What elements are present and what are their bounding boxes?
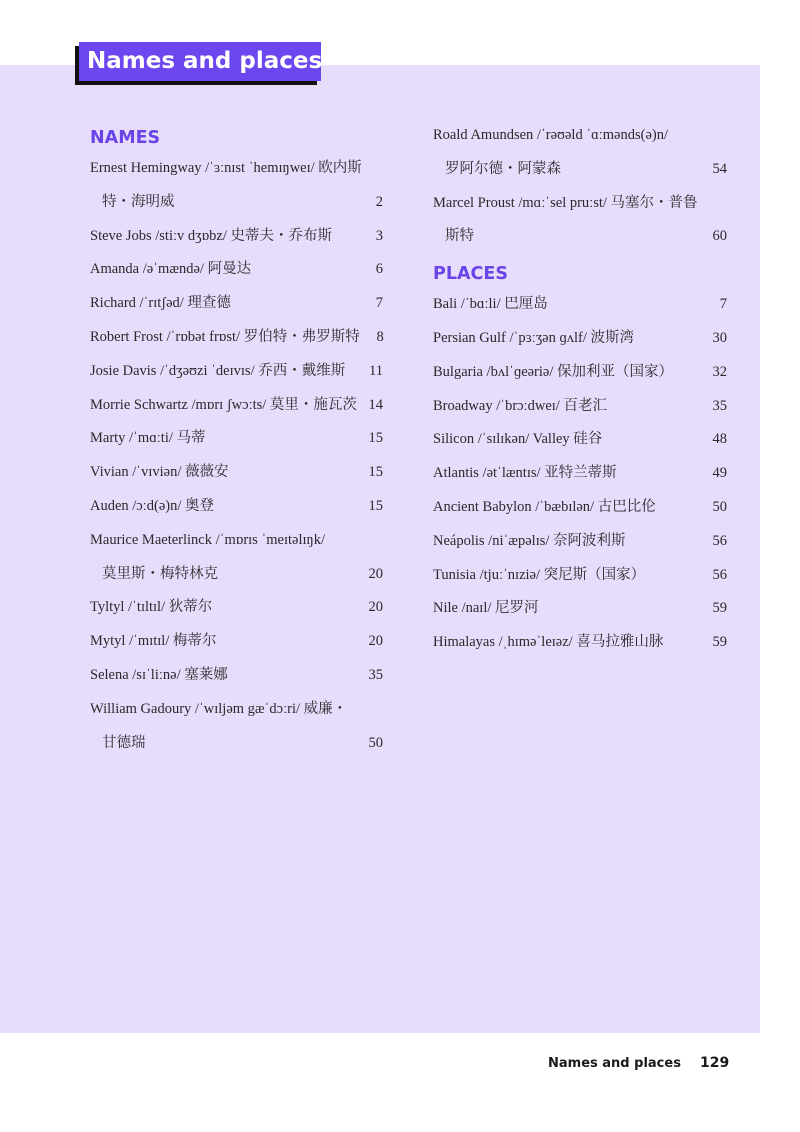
index-entry xyxy=(433,559,727,593)
index-entry xyxy=(90,659,383,693)
entry-text: 甘德瑞 xyxy=(102,734,146,751)
entry-text: Bali /ˈbɑːli/ 巴厘岛 xyxy=(433,296,548,313)
entry-text: Mytyl /ˈmɪtɪl/ 梅蒂尔 xyxy=(90,633,217,650)
entry-page-number: 3 xyxy=(375,227,383,244)
entry-text: Broadway /ˈbrɔːdweɪ/ 百老汇 xyxy=(433,397,607,414)
entry-text: Tunisia /tjuːˈnɪziə/ 突尼斯（国家） xyxy=(433,566,646,583)
entry-page-number: 48 xyxy=(712,431,727,448)
index-entry xyxy=(90,558,383,592)
page-title: Names and places xyxy=(79,42,321,81)
entry-text: Bulgaria /bʌlˈɡeəriə/ 保加利亚（国家） xyxy=(433,363,674,380)
entry-text: Morrie Schwartz /mɒrɪ ʃwɔːts/ 莫里・施瓦茨 xyxy=(90,396,357,413)
entry-page-number: 20 xyxy=(368,565,383,582)
footer-label: Names and places xyxy=(548,1056,681,1071)
entry-text: Vivian /ˈvɪviən/ 薇薇安 xyxy=(90,464,229,481)
entry-page-number: 11 xyxy=(369,362,383,379)
index-entry xyxy=(433,525,727,559)
index-entry xyxy=(433,220,727,254)
index-entry xyxy=(433,423,727,457)
entry-page-number xyxy=(362,152,386,186)
index-entry xyxy=(433,390,727,424)
entry-page-number: 56 xyxy=(712,566,727,583)
entry-text: Ernest Hemingway /ˈɜːnɪst ˈhemɪŋweɪ/ 欧内斯 xyxy=(90,160,362,176)
entry-page-number: 49 xyxy=(712,465,727,482)
entry-text: William Gadoury /ˈwɪljəm gæˈdɔːri/ 威廉・ xyxy=(90,700,348,717)
entry-text: 罗阿尔德・阿蒙森 xyxy=(445,160,561,177)
entry-page-number xyxy=(703,187,727,221)
index-entry xyxy=(90,220,383,254)
entry-text: 特・海明威 xyxy=(102,193,175,210)
entry-text: Silicon /ˈsɪlɪkən/ Valley 硅谷 xyxy=(433,431,603,448)
places-list xyxy=(433,288,727,660)
entry-page-number xyxy=(703,119,727,153)
entry-page-number: 54 xyxy=(712,160,727,177)
entry-text: Richard /ˈrɪtʃəd/ 理查德 xyxy=(90,295,231,312)
entry-page-number: 14 xyxy=(368,396,383,413)
right-column xyxy=(433,119,727,660)
index-entry xyxy=(90,524,383,558)
index-entry xyxy=(90,321,383,355)
entry-page-number: 30 xyxy=(712,329,727,346)
entry-text: Robert Frost /ˈrɒbət frɒst/ 罗伯特・弗罗斯特 xyxy=(90,328,360,345)
entry-text: Marcel Proust /mɑːˈsel pruːst/ 马塞尔・普鲁 xyxy=(433,194,698,211)
continued-names-list xyxy=(433,119,727,254)
index-entry xyxy=(433,187,727,221)
entry-text: Ancient Babylon /ˈbæbɪlən/ 古巴比伦 xyxy=(433,498,656,515)
entry-page-number: 60 xyxy=(712,228,727,245)
entry-page-number: 2 xyxy=(375,193,383,210)
entry-text: Himalayas /ˌhɪməˈleɪəz/ 喜马拉雅山脉 xyxy=(433,634,664,651)
entry-page-number: 15 xyxy=(368,430,383,447)
entry-page-number xyxy=(359,693,383,727)
entry-text: Amanda /əˈmændə/ 阿曼达 xyxy=(90,261,252,278)
entry-text: Atlantis /ətˈlæntɪs/ 亚特兰蒂斯 xyxy=(433,465,617,482)
entry-page-number xyxy=(359,524,383,558)
index-entry xyxy=(90,591,383,625)
entry-page-number: 50 xyxy=(712,498,727,515)
index-entry xyxy=(433,457,727,491)
entry-page-number: 35 xyxy=(712,397,727,414)
entry-page-number: 8 xyxy=(376,328,384,345)
index-entry xyxy=(90,287,383,321)
entry-page-number: 56 xyxy=(712,532,727,549)
index-entry xyxy=(90,456,383,490)
entry-page-number: 32 xyxy=(712,363,727,380)
index-entry xyxy=(90,490,383,524)
places-heading: PLACES xyxy=(433,264,508,285)
index-entry xyxy=(90,152,383,186)
entry-text: 斯特 xyxy=(445,228,474,245)
index-entry xyxy=(90,389,383,423)
entry-text: Auden /ɔːd(ə)n/ 奥登 xyxy=(90,497,215,514)
entry-text: Josie Davis /ˈdʒəʊzi ˈdeɪvɪs/ 乔西・戴维斯 xyxy=(90,362,346,379)
entry-text: Maurice Maeterlinck /ˈmɒrɪs ˈmeɪtəlɪŋk/ xyxy=(90,531,325,548)
names-list xyxy=(90,152,383,760)
entry-text: Marty /ˈmɑːti/ 马蒂 xyxy=(90,430,206,447)
index-entry xyxy=(433,322,727,356)
entry-page-number: 7 xyxy=(719,296,727,313)
entry-text: Steve Jobs /stiːv dʒɒbz/ 史蒂夫・乔布斯 xyxy=(90,227,332,244)
index-entry xyxy=(90,355,383,389)
index-entry xyxy=(433,356,727,390)
entry-page-number: 7 xyxy=(375,295,383,312)
entry-page-number: 20 xyxy=(368,633,383,650)
index-entry xyxy=(433,153,727,187)
entry-page-number: 20 xyxy=(368,599,383,616)
index-entry xyxy=(90,186,383,220)
index-entry xyxy=(90,625,383,659)
entry-page-number: 50 xyxy=(368,734,383,751)
entry-text: Neápolis /niˈæpəlɪs/ 奈阿波利斯 xyxy=(433,532,626,549)
entry-text: 莫里斯・梅特林克 xyxy=(102,565,218,582)
entry-page-number: 59 xyxy=(712,600,727,617)
entry-text: Roald Amundsen /ˈrəʊəld ˈɑːmənds(ə)n/ xyxy=(433,127,669,143)
entry-page-number: 59 xyxy=(712,634,727,651)
index-entry xyxy=(90,422,383,456)
index-entry xyxy=(433,491,727,525)
entry-text: Selena /sɪˈliːnə/ 塞莱娜 xyxy=(90,666,228,683)
names-column xyxy=(90,118,383,760)
index-entry xyxy=(433,626,727,660)
entry-page-number: 15 xyxy=(368,497,383,514)
index-entry xyxy=(433,288,727,322)
entry-page-number: 6 xyxy=(375,261,383,278)
index-entry xyxy=(90,727,383,761)
names-heading: NAMES xyxy=(90,128,161,148)
index-entry xyxy=(433,592,727,626)
entry-text: Nile /naɪl/ 尼罗河 xyxy=(433,600,539,617)
index-entry xyxy=(90,253,383,287)
index-entry xyxy=(90,693,383,727)
entry-text: Tyltyl /ˈtɪltɪl/ 狄蒂尔 xyxy=(90,599,213,616)
entry-page-number: 35 xyxy=(368,666,383,683)
entry-text: Persian Gulf /ˈpɜːʒən ɡʌlf/ 波斯湾 xyxy=(433,329,634,346)
entry-page-number: 15 xyxy=(368,464,383,481)
page-number: 129 xyxy=(700,1055,730,1071)
index-entry xyxy=(433,119,727,153)
